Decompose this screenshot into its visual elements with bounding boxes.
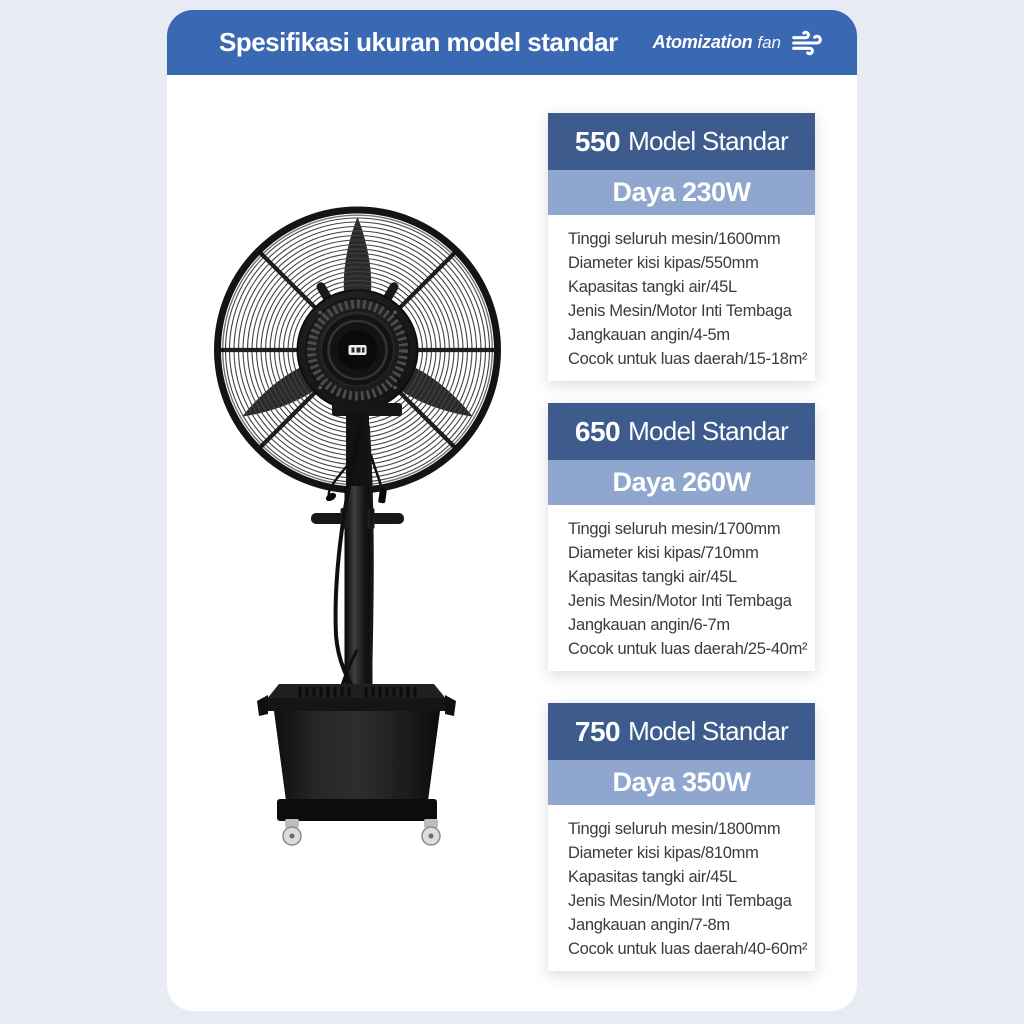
spec-line: Cocok untuk luas daerah/25-40m² [568, 640, 808, 658]
spec-line: Cocok untuk luas daerah/15-18m² [568, 350, 808, 368]
spec-list [548, 805, 815, 971]
model-label: Model Standar [628, 716, 789, 746]
spec-line: Tinggi seluruh mesin/1700mm [568, 520, 781, 538]
tank-handle-left [257, 695, 268, 716]
hub-logo-label [349, 345, 367, 355]
caster-wheels [283, 819, 440, 845]
spec-line: Jangkauan angin/4-5m [568, 326, 730, 344]
spec-line: Jangkauan angin/6-7m [568, 616, 730, 634]
brand-suffix: fan [757, 32, 781, 52]
spec-line: Jenis Mesin/Motor Inti Tembaga [568, 302, 792, 320]
card-header [548, 703, 815, 760]
model-number: 550 [574, 125, 621, 157]
card-header [548, 403, 815, 460]
power-badge: Daya 260W [548, 460, 815, 505]
card-header [548, 113, 815, 170]
spec-line: Tinggi seluruh mesin/1600mm [568, 230, 781, 248]
product-image-misting-fan [170, 180, 548, 860]
spec-line: Diameter kisi kipas/710mm [568, 544, 759, 562]
base-frame [277, 799, 437, 821]
power-badge: Daya 230W [548, 170, 815, 215]
model-number: 650 [574, 415, 621, 447]
fan-hub [298, 290, 418, 410]
model-label: Model Standar [628, 126, 789, 156]
water-tank [257, 684, 456, 821]
spec-line: Kapasitas tangki air/45L [568, 868, 737, 886]
spec-line: Tinggi seluruh mesin/1800mm [568, 820, 781, 838]
brand-logo [653, 27, 823, 59]
spec-list [548, 215, 815, 381]
spec-card-550 [548, 113, 815, 381]
wind-icon [791, 27, 823, 59]
spec-line: Kapasitas tangki air/45L [568, 278, 737, 296]
spec-list [548, 505, 815, 671]
page-title: Spesifikasi ukuran model standar [219, 27, 618, 57]
power-badge: Daya 350W [548, 760, 815, 805]
spec-card-750 [548, 703, 815, 971]
spec-card-650 [548, 403, 815, 671]
tank-handle-right [445, 695, 456, 716]
spec-line: Diameter kisi kipas/550mm [568, 254, 759, 272]
tank-body [274, 711, 440, 801]
spec-line: Jenis Mesin/Motor Inti Tembaga [568, 592, 792, 610]
tank-lid-lip [264, 698, 449, 711]
model-label: Model Standar [628, 416, 789, 446]
spec-line: Jangkauan angin/7-8m [568, 916, 730, 934]
spec-line: Cocok untuk luas daerah/40-60m² [568, 940, 808, 958]
header-bar [167, 10, 857, 75]
content-panel [167, 10, 857, 1011]
brand-name: Atomization [652, 32, 753, 52]
spec-line: Diameter kisi kipas/810mm [568, 844, 759, 862]
spec-line: Jenis Mesin/Motor Inti Tembaga [568, 892, 792, 910]
spec-line: Kapasitas tangki air/45L [568, 568, 737, 586]
model-number: 750 [574, 715, 621, 747]
